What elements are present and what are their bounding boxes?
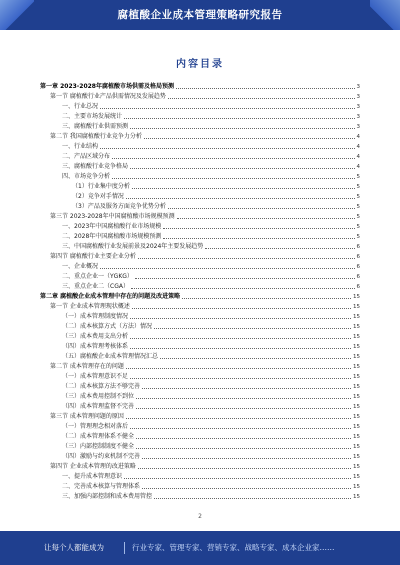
toc-entry-title: 三、腐植酸行业供需预测 [62,123,129,130]
toc-entry[interactable] [40,202,360,212]
toc-entry[interactable] [40,432,360,442]
toc-entry-title: 第三节 成本管理问题的原因 [50,413,124,420]
toc-entry[interactable] [40,462,360,472]
toc-entry-title: 三、重点企业二（CGA） [62,283,129,290]
toc-entry-page: 15 [353,444,360,450]
toc-entry-title: 一、企业概况 [62,263,99,270]
toc-leader-dots [135,278,355,279]
toc-entry-title: 二、产品区域分布 [62,153,111,160]
toc-entry[interactable] [40,412,360,422]
toc-entry-title: 二、完善成本核算与管理体系 [62,483,141,490]
toc-entry-title: 一、行业总况 [62,103,99,110]
toc-entry-title: 三、腐植酸行业竞争格局 [62,163,129,170]
report-footer [0,531,400,565]
toc-entry-page: 5 [356,224,360,230]
toc-entry-title: 三、加强内部控制和成本费用管控 [62,493,153,500]
toc-entry-page: 15 [353,364,360,370]
toc-entry[interactable] [40,162,360,172]
toc-entry[interactable] [40,142,360,152]
toc-entry[interactable] [40,492,360,502]
toc-entry-page: 15 [353,304,360,310]
toc-entry[interactable] [40,402,360,412]
toc-entry[interactable] [40,472,360,482]
table-of-contents [40,82,360,502]
toc-leader-dots [182,298,351,299]
toc-leader-dots [136,398,351,399]
toc-entry-title: 第二章 腐植酸企业成本管理中存在的问题及改进策略 [40,293,181,300]
toc-leader-dots [177,218,355,219]
toc-leader-dots [100,268,354,269]
toc-leader-dots [132,188,355,189]
toc-entry[interactable] [40,362,360,372]
toc-entry[interactable] [40,392,360,402]
toc-entry-page: 15 [353,454,360,460]
toc-entry[interactable] [40,172,360,182]
toc-leader-dots [144,138,355,139]
toc-entry-title: （3）产品及服务方面竞争优势分析 [72,203,166,210]
toc-entry-title: 二、重点企业一（YGKG） [62,273,133,280]
toc-entry-page: 15 [353,324,360,330]
toc-entry[interactable] [40,122,360,132]
toc-entry-title: 二、主要市场发展统计 [62,113,123,120]
toc-entry[interactable] [40,222,360,232]
toc-entry-page: 3 [356,94,360,100]
toc-entry[interactable] [40,382,360,392]
toc-entry-page: 15 [353,344,360,350]
page-number: 2 [198,513,202,520]
toc-leader-dots [142,388,351,389]
toc-entry-title: （五）腐植酸企业成本管理情况汇总 [62,353,159,360]
toc-entry-title: （四）成本管理考核体系 [62,343,129,350]
toc-entry-title: （三）成本费用控制不到位 [62,393,135,400]
toc-entry-title: 一、行业结构 [62,143,99,150]
toc-entry-page: 3 [356,124,360,130]
toc-leader-dots [126,418,351,419]
toc-entry[interactable] [40,262,360,272]
toc-leader-dots [100,148,354,149]
toc-leader-dots [136,408,351,409]
toc-leader-dots [130,338,351,339]
report-header [0,0,400,30]
toc-leader-dots [154,498,351,499]
toc-entry-title: （三）成本费用支出分析 [62,333,129,340]
toc-leader-dots [142,488,351,489]
toc-entry[interactable] [40,92,360,102]
toc-entry[interactable] [40,342,360,352]
toc-entry[interactable] [40,302,360,312]
toc-leader-dots [126,198,355,199]
toc-entry-page: 15 [353,314,360,320]
toc-entry[interactable] [40,182,360,192]
toc-entry[interactable] [40,422,360,432]
toc-entry-title: 第二节 成本管理存在的问题 [50,363,124,370]
footer-tagline: 行业专家、管理专家、营销专家、战略专家、成本企业家…… [132,543,335,552]
toc-entry-page: 3 [356,84,360,90]
toc-leader-dots [163,238,354,239]
toc-entry-title: （二）成本核算方法不够完善 [62,383,141,390]
toc-entry-page: 5 [356,174,360,180]
toc-entry-page: 6 [356,284,360,290]
toc-entry-title: （一）成本管理意识不足 [62,373,129,380]
toc-entry-title: 第一节 腐植酸行业产品供需情况及发展趋势 [50,93,166,100]
toc-entry-page: 4 [356,144,360,150]
toc-leader-dots [176,88,355,89]
footer-slogan: 让每个人都能成为 [44,543,104,552]
toc-entry[interactable] [40,232,360,242]
toc-entry-page: 4 [356,154,360,160]
toc-entry-title: （一）管理理念相对落后 [62,423,129,430]
toc-leader-dots [154,328,351,329]
toc-leader-dots [168,98,355,99]
toc-leader-dots [126,368,351,369]
toc-entry-title: （三）内部控制制度不健全 [62,443,135,450]
toc-leader-dots [130,378,351,379]
report-title: 腐植酸企业成本管理策略研究报告 [117,9,283,21]
toc-leader-dots [136,448,351,449]
toc-entry-page: 15 [353,394,360,400]
toc-entry-title: 四、市场竞争分析 [62,173,111,180]
toc-entry-title: 第四节 企业成本管理的改进策略 [50,463,136,470]
toc-entry-page: 5 [356,204,360,210]
toc-entry[interactable] [40,312,360,322]
toc-entry-title: 三、中国腐植酸行业发展前景及2024年主要发展趋势 [62,243,204,250]
toc-entry-page: 4 [356,164,360,170]
toc-entry-page: 6 [356,254,360,260]
toc-leader-dots [138,258,355,259]
toc-entry-page: 15 [353,484,360,490]
toc-leader-dots [132,308,351,309]
toc-leader-dots [142,458,351,459]
toc-entry-page: 15 [353,404,360,410]
toc-entry-title: 一、2023年中国腐植酸行业市场规模 [62,223,162,230]
toc-leader-dots [205,248,354,249]
toc-entry-title: 第一章 2023-2028年腐植酸市场供需及格局预测 [40,83,174,90]
toc-entry[interactable] [40,252,360,262]
toc-leader-dots [138,468,351,469]
toc-leader-dots [163,228,354,229]
toc-entry-page: 15 [353,384,360,390]
toc-leader-dots [136,438,351,439]
toc-entry-page: 3 [356,114,360,120]
toc-entry-page: 15 [353,294,360,300]
toc-leader-dots [130,318,351,319]
toc-heading: 内容目录 [176,59,224,70]
toc-entry[interactable] [40,212,360,222]
toc-entry-title: （1）行业集中度分析 [72,183,130,190]
header-corner-decoration-right [370,0,400,30]
toc-entry-title: （一）成本管理制度情况 [62,313,129,320]
toc-entry[interactable] [40,352,360,362]
toc-leader-dots [130,168,354,169]
toc-entry[interactable] [40,372,360,382]
toc-leader-dots [160,358,351,359]
toc-entry[interactable] [40,272,360,282]
toc-entry-title: （四）成本管理监督不完善 [62,403,135,410]
toc-entry-title: 一、提升成本管理意识 [62,473,123,480]
toc-leader-dots [130,128,354,129]
toc-entry-title: （四）激励与约束机制不完善 [62,453,141,460]
toc-entry-page: 6 [356,264,360,270]
toc-entry-page: 6 [356,244,360,250]
toc-entry[interactable] [40,82,360,92]
toc-leader-dots [131,288,355,289]
toc-entry-page: 5 [356,194,360,200]
toc-entry[interactable] [40,452,360,462]
footer-divider [124,542,125,554]
toc-entry-title: （2）竞争对手情况 [72,193,124,200]
toc-entry-title: 二、2028年中国腐植酸市场规模预测 [62,233,162,240]
toc-entry[interactable] [40,332,360,342]
toc-entry[interactable] [40,242,360,252]
toc-entry-page: 6 [356,274,360,280]
toc-entry-page: 5 [356,234,360,240]
toc-entry-page: 15 [353,494,360,500]
toc-entry-page: 5 [356,184,360,190]
toc-entry-page: 15 [353,464,360,470]
toc-leader-dots [100,108,354,109]
toc-entry-title: （二）成本核算方式（方法）情况 [62,323,153,330]
toc-entry[interactable] [40,112,360,122]
toc-entry-title: （二）成本管理体系不健全 [62,433,135,440]
toc-entry-title: 第四节 腐植酸行业主要企业分析 [50,253,136,260]
toc-leader-dots [130,348,351,349]
toc-entry[interactable] [40,132,360,142]
toc-leader-dots [168,208,355,209]
toc-entry-title: 第二节 我国腐植酸行业竞争力分析 [50,133,142,140]
toc-entry[interactable] [40,442,360,452]
toc-leader-dots [112,178,354,179]
toc-entry[interactable] [40,152,360,162]
toc-entry-title: 第三节 2023-2028年中国腐植酸市场规模预测 [50,213,175,220]
toc-entry[interactable] [40,322,360,332]
toc-entry-page: 15 [353,424,360,430]
toc-entry[interactable] [40,102,360,112]
toc-entry-page: 3 [356,104,360,110]
toc-entry-page: 15 [353,354,360,360]
toc-entry-page: 15 [353,374,360,380]
toc-entry[interactable] [40,482,360,492]
toc-entry-page: 15 [353,474,360,480]
toc-leader-dots [112,158,354,159]
toc-entry[interactable] [40,292,360,302]
toc-leader-dots [124,478,351,479]
toc-entry-page: 4 [356,134,360,140]
toc-entry-page: 15 [353,414,360,420]
toc-entry-page: 15 [353,434,360,440]
toc-entry-page: 5 [356,214,360,220]
toc-leader-dots [124,118,354,119]
toc-entry-page: 15 [353,334,360,340]
toc-leader-dots [130,428,351,429]
toc-entry[interactable] [40,192,360,202]
toc-entry-title: 第一节 企业成本管理现状概述 [50,303,130,310]
toc-entry[interactable] [40,282,360,292]
